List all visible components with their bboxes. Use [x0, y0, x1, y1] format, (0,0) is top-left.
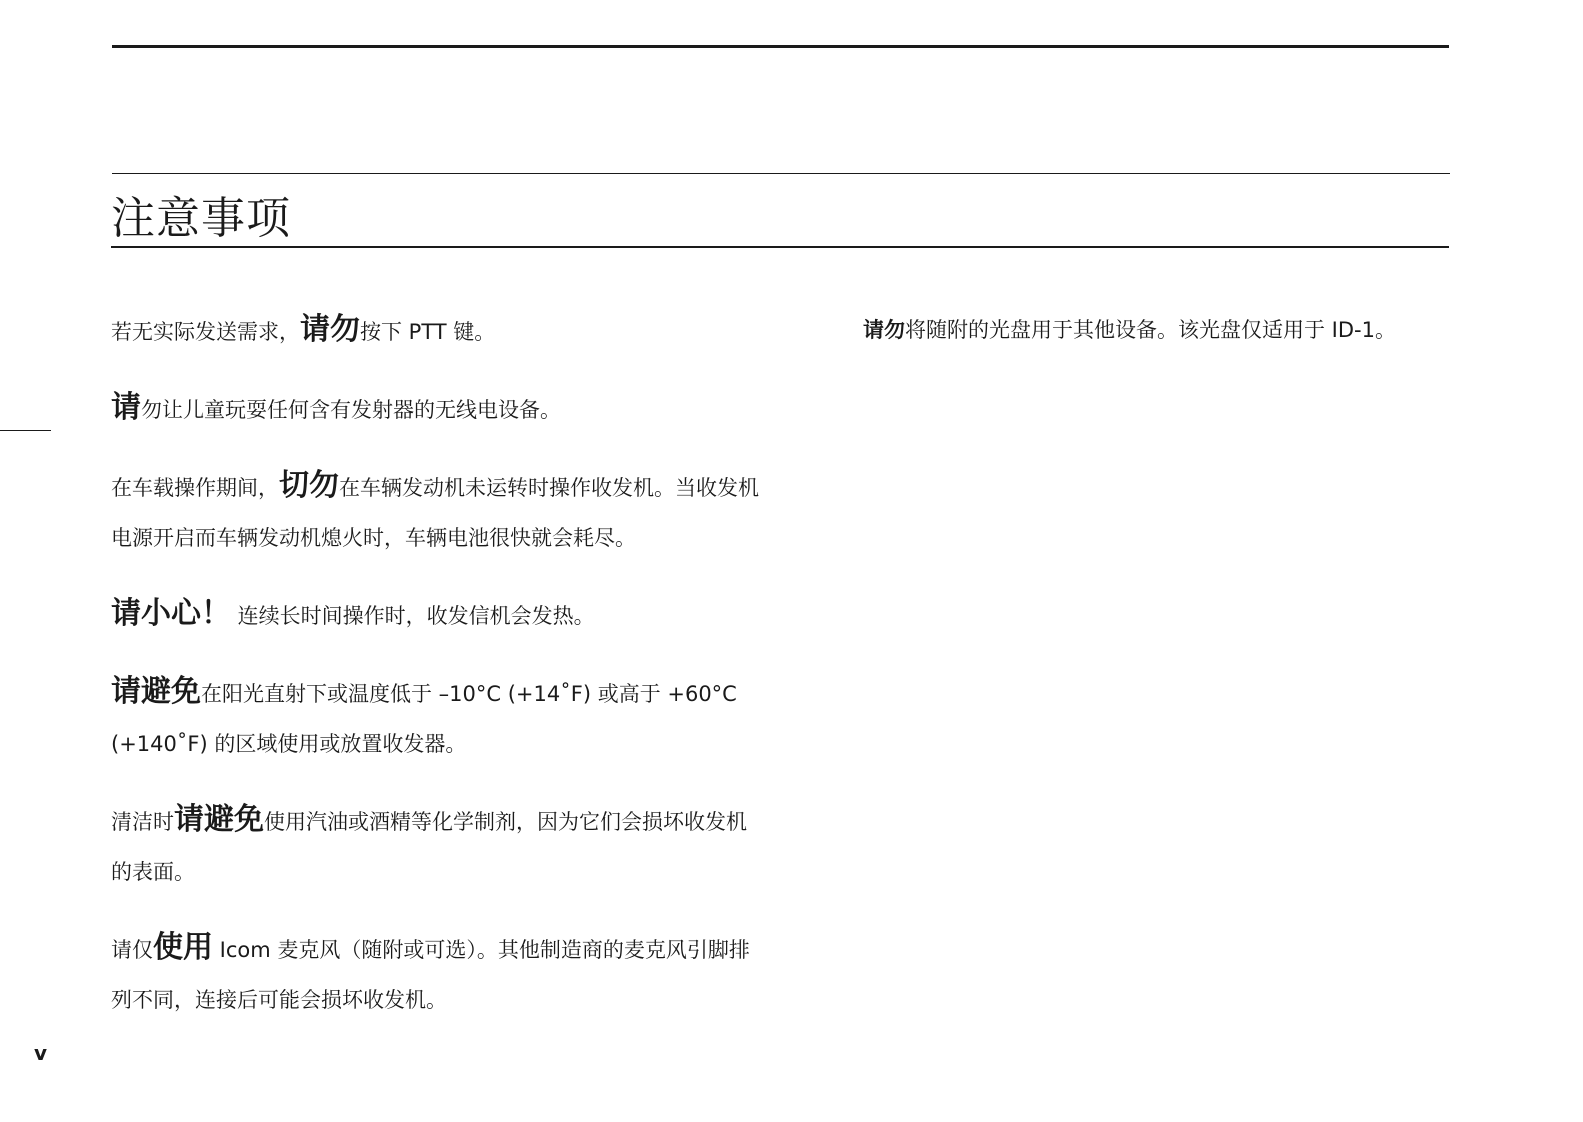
page-number: v: [34, 1041, 48, 1065]
precaution-children: [111, 383, 761, 435]
side-tab-marker: [0, 430, 51, 431]
left-column: [111, 305, 761, 1051]
precaution-emphasis: 请勿: [300, 312, 360, 347]
precaution-text: 勿让儿童玩耍任何含有发射器的无线电设备。: [141, 398, 561, 422]
precaution-emphasis: 请避免: [111, 674, 201, 709]
precaution-text: 在阳光直射下或温度低于 –10°C (+14˚F) 或高于 +60°C (+140˚F) 的区域使用或放置收发器。: [111, 682, 737, 756]
precaution-emphasis: 请: [111, 390, 141, 425]
page-title: 注意事项: [111, 193, 291, 244]
header-rule: [112, 45, 1449, 48]
precaution-text: 使用汽油或酒精等化学制剂，因为它们会损坏收发机的表面。: [111, 810, 747, 884]
precaution-microphone: [111, 923, 761, 1025]
precaution-cleaning: [111, 795, 761, 897]
precaution-heat: [111, 589, 761, 641]
title-rule-top: [112, 173, 1450, 174]
precaution-emphasis: 请勿: [863, 318, 905, 342]
precaution-text: 清洁时: [111, 810, 174, 834]
right-column: [863, 305, 1463, 355]
precaution-temperature: [111, 667, 761, 769]
title-rule-bottom: [111, 246, 1449, 248]
precaution-cd: [863, 305, 1463, 355]
precaution-text: 连续长时间操作时，收发信机会发热。: [231, 604, 595, 628]
precaution-emphasis: 请避免: [174, 802, 264, 837]
precaution-text: 将随附的光盘用于其他设备。该光盘仅适用于 ID-1。: [905, 318, 1396, 342]
precaution-text: 若无实际发送需求，: [111, 320, 300, 344]
precaution-ptt: [111, 305, 761, 357]
precaution-emphasis: 请小心！: [111, 596, 231, 631]
precaution-emphasis: 使用: [153, 930, 213, 965]
precaution-vehicle: [111, 461, 761, 563]
precaution-text: Icom 麦克风（随附或可选）。其他制造商的麦克风引脚排列不同，连接后可能会损坏收发机。: [111, 938, 750, 1012]
precaution-text: 请仅: [111, 938, 153, 962]
precaution-text: 在车辆发动机未运转时操作收发机。当收发机电源开启而车辆发动机熄火时，车辆电池很快就会耗尽。: [111, 476, 759, 550]
precaution-text: 按下 PTT 键。: [360, 320, 496, 344]
precaution-emphasis: 切勿: [279, 468, 339, 503]
precaution-text: 在车载操作期间，: [111, 476, 279, 500]
